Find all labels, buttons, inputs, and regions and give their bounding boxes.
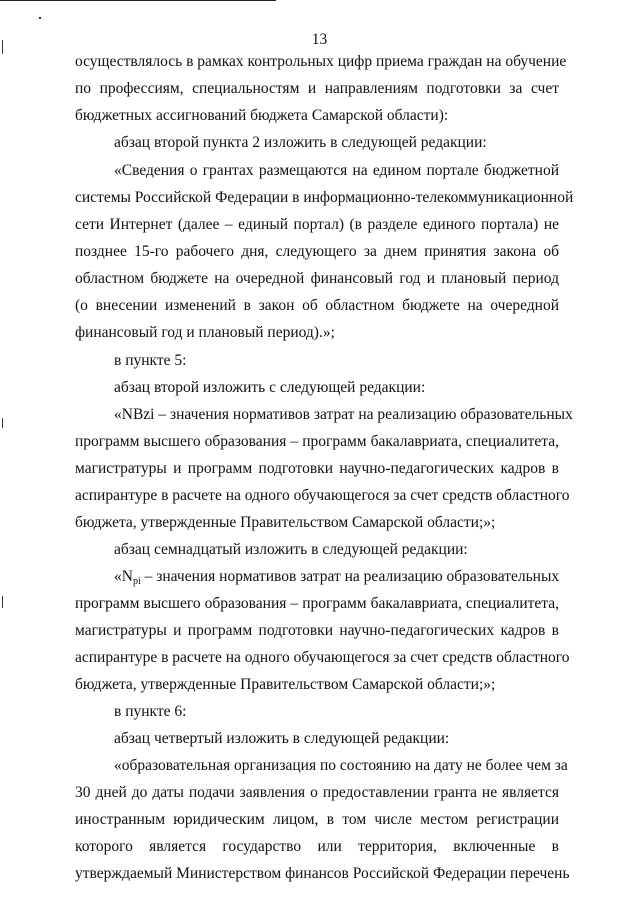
text-line: абзац семнадцатый изложить в следующей редакции: — [114, 541, 468, 558]
formula-subscript: pi — [132, 576, 141, 587]
text-line: магистратуры и программ подготовки научно-педагогических кадров в — [75, 622, 559, 639]
text-line: аспирантуре в расчете на одного обучающегося за счет средств областного — [75, 487, 570, 504]
text-line: «образовательная организация по состоянию на дату не более чем за — [114, 757, 568, 774]
scan-dot — [39, 17, 41, 19]
margin-mark — [2, 418, 3, 428]
text-line: областном бюджете на очередной финансовый год и плановый период — [75, 270, 559, 287]
text-line: программ высшего образования – программ бакалавриата, специалитета, — [75, 595, 559, 612]
text-line: абзац второй изложить с следующей редакции: — [114, 379, 426, 396]
text-line: магистратуры и программ подготовки научно-педагогических кадров в — [75, 460, 559, 477]
text-line: в пункте 5: — [114, 352, 187, 369]
text-line: бюджета, утвержденные Правительством Самарской области;»; — [75, 676, 496, 693]
text-line: финансовый год и плановый период).»; — [75, 324, 335, 341]
text-line: 30 дней до даты подачи заявления о предоставлении гранта не является — [75, 784, 559, 801]
text-line: «Сведения о грантах размещаются на едином портале бюджетной — [114, 162, 559, 179]
text-line: которого является государство или территория, включенные в — [75, 838, 559, 855]
text-line: программ высшего образования – программ бакалавриата, специалитета, — [75, 433, 559, 450]
text-line: абзац второй пункта 2 изложить в следующей редакции: — [114, 134, 487, 151]
formula-symbol: N — [121, 568, 133, 585]
formula-line — [114, 568, 559, 586]
formula-description: – значения нормативов затрат на реализацию образовательных — [144, 568, 560, 585]
margin-mark — [2, 596, 3, 608]
text-line: по профессиям, специальностям и направлениям подготовки за счет — [75, 80, 559, 97]
text-line: системы Российской Федерации в информационно-телекоммуникационной — [75, 189, 574, 206]
text-line: иностранным юридическим лицом, в том числе местом регистрации — [75, 811, 559, 828]
formula-open-quote: « — [114, 568, 122, 585]
text-line: абзац четвертый изложить в следующей редакции: — [114, 730, 450, 747]
text-line: утверждаемый Министерством финансов Российской Федерации перечень — [75, 865, 570, 882]
text-line: аспирантуре в расчете на одного обучающегося за счет средств областного — [75, 649, 570, 666]
text-line: осуществлялось в рамках контрольных цифр приема граждан на обучение — [75, 53, 567, 70]
text-line: бюджета, утвержденные Правительством Самарской области;»; — [75, 514, 496, 531]
text-line: в пункте 6: — [114, 703, 187, 720]
text-line: бюджетных ассигнований бюджета Самарской области): — [75, 107, 449, 124]
text-line: «NBzi – значения нормативов затрат на реализацию образовательных — [114, 406, 573, 423]
text-line: сети Интернет (далее – единый портал) (в разделе единого портала) не — [75, 216, 559, 233]
page-number: 13 — [311, 31, 328, 48]
top-rule — [0, 0, 276, 1]
text-line: позднее 15-го рабочего дня, следующего за днем принятия закона об — [75, 243, 559, 260]
text-line: (о внесении изменений в закон об областном бюджете на очередной — [75, 297, 559, 314]
